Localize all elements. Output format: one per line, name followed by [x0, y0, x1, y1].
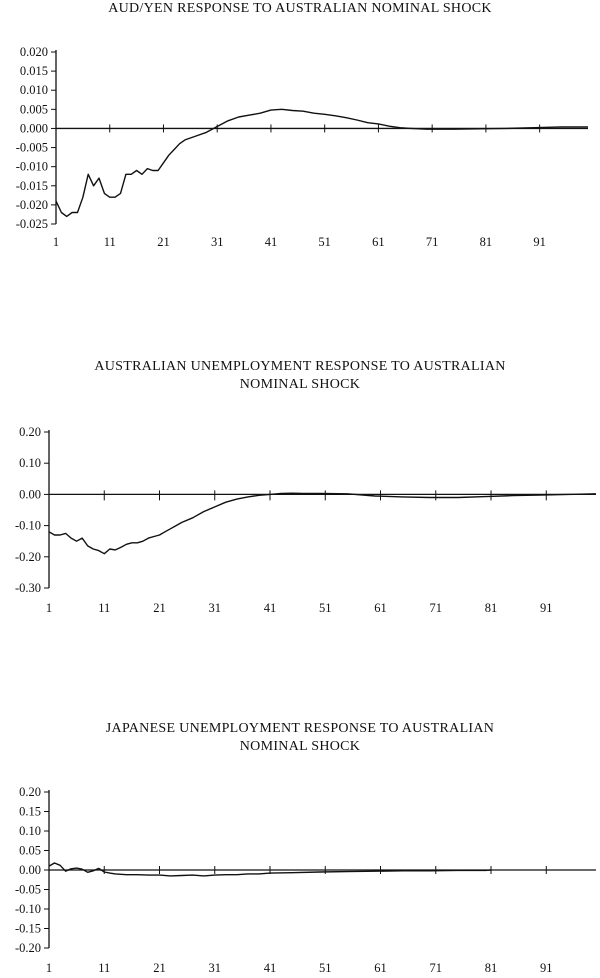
- x-tick-label: 51: [319, 601, 332, 615]
- y-tick-label: 0.10: [19, 456, 41, 471]
- y-tick-label: 0.00: [19, 863, 41, 877]
- x-tick-label: 31: [210, 235, 224, 249]
- y-tick-label: 0.20: [19, 425, 41, 439]
- x-tick-label: 21: [153, 961, 166, 975]
- x-tick-label: 21: [153, 601, 166, 615]
- x-tick-label: 1: [52, 235, 60, 249]
- x-tick-label: 1: [45, 601, 53, 615]
- y-tick-label: -0.20: [14, 941, 41, 955]
- chart-title-line1: AUSTRALIAN UNEMPLOYMENT RESPONSE TO AUSTRALIAN: [94, 359, 506, 374]
- y-tick-label: -0.020: [15, 197, 48, 212]
- y-tick-label: -0.010: [15, 159, 48, 174]
- x-tick-label: 31: [208, 961, 222, 975]
- x-tick-label: 1: [45, 961, 53, 975]
- y-tick-label: 0.05: [19, 843, 41, 858]
- y-tick-label: 0.15: [19, 804, 41, 819]
- x-tick-label: 81: [484, 601, 498, 615]
- y-tick-label: -0.10: [14, 518, 41, 533]
- x-tick-label: 91: [533, 235, 546, 249]
- y-tick-label: 0.00: [19, 487, 41, 502]
- x-tick-label: 41: [264, 235, 278, 249]
- x-tick-label: 11: [103, 235, 116, 249]
- y-tick-label: 0.015: [19, 64, 48, 79]
- chart-title-line2: NOMINAL SHOCK: [239, 377, 361, 392]
- x-tick-label: 61: [372, 235, 385, 249]
- y-tick-label: -0.10: [14, 902, 41, 916]
- x-tick-label: 51: [319, 961, 332, 975]
- y-tick-label: -0.025: [15, 217, 48, 231]
- y-tick-label: 0.010: [19, 83, 48, 98]
- chart-title: [0, 720, 600, 756]
- chart-2: [0, 400, 600, 630]
- chart-title-line1: AUD/YEN RESPONSE TO AUSTRALIAN NOMINAL SHOCK: [108, 1, 492, 16]
- y-tick-label: -0.005: [15, 140, 48, 155]
- y-tick-label: -0.20: [14, 549, 41, 564]
- x-tick-label: 31: [208, 601, 222, 615]
- y-tick-label: 0.10: [19, 824, 41, 838]
- x-tick-label: 71: [429, 601, 443, 615]
- y-tick-label: -0.015: [15, 178, 48, 193]
- x-tick-label: 91: [540, 601, 553, 615]
- series-line: [56, 109, 588, 216]
- x-tick-label: 71: [429, 961, 443, 975]
- x-tick-label: 81: [479, 235, 493, 249]
- x-tick-label: 21: [157, 235, 170, 249]
- x-tick-label: 41: [263, 601, 277, 615]
- x-tick-label: 71: [425, 235, 439, 249]
- x-tick-label: 41: [263, 961, 277, 975]
- x-tick-label: 61: [374, 601, 387, 615]
- x-tick-label: 51: [318, 235, 331, 249]
- chart-1: [0, 0, 600, 260]
- chart-title-line2: NOMINAL SHOCK: [239, 739, 361, 754]
- chart-title-line1: JAPANESE UNEMPLOYMENT RESPONSE TO AUSTRALIAN: [105, 721, 495, 736]
- chart-3: [0, 768, 600, 978]
- series-line: [49, 493, 596, 554]
- x-tick-label: 11: [98, 601, 111, 615]
- y-tick-label: 0.000: [19, 121, 48, 136]
- y-tick-label: -0.05: [14, 882, 41, 897]
- y-tick-label: 0.020: [19, 45, 48, 59]
- x-tick-label: 81: [484, 961, 498, 975]
- y-tick-label: -0.15: [14, 921, 41, 936]
- x-tick-label: 11: [98, 961, 111, 975]
- y-tick-label: 0.005: [19, 102, 48, 117]
- chart-title: [0, 358, 600, 394]
- y-tick-label: 0.20: [19, 785, 41, 799]
- x-tick-label: 61: [374, 961, 387, 975]
- y-tick-label: -0.30: [14, 581, 41, 595]
- x-tick-label: 91: [540, 961, 553, 975]
